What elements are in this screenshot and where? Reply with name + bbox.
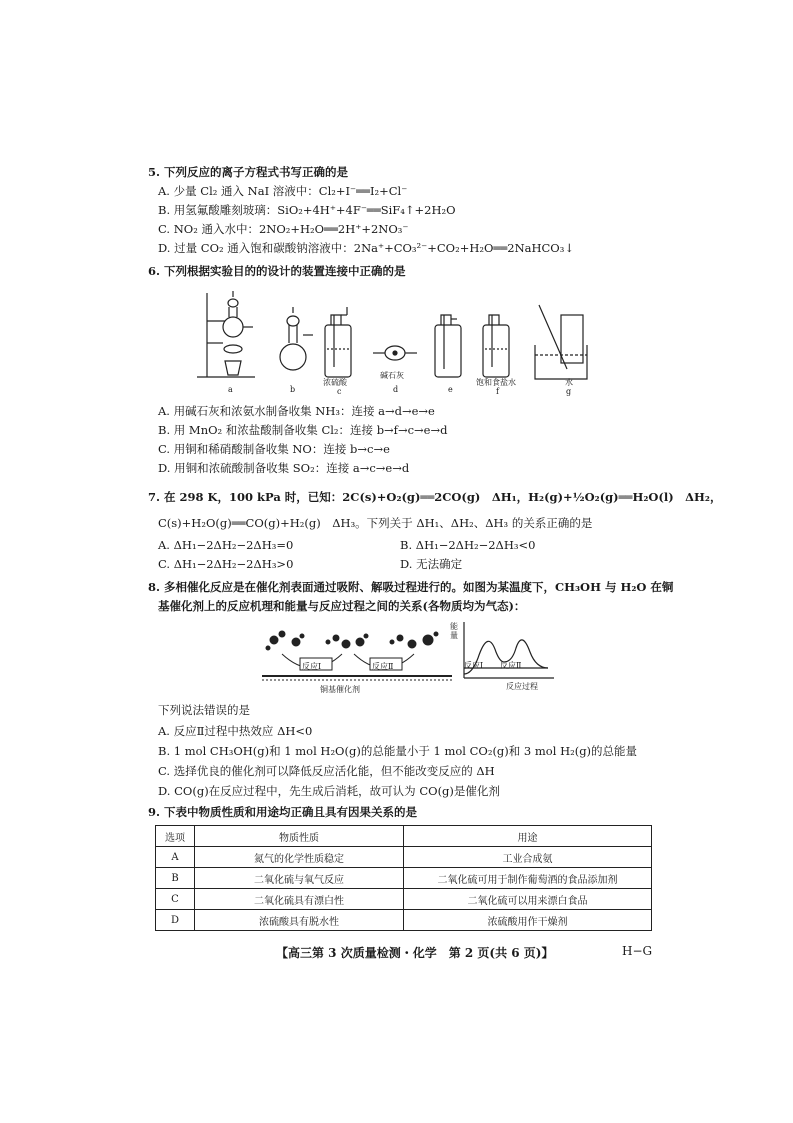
q6-option-c: C. 用铜和稀硝酸制备收集 NO：连接 b→c→e	[158, 442, 390, 456]
q8-line1: 8. 多相催化反应是在催化剂表面通过吸附、解吸过程进行的。如图为某温度下，CH₃OH 与 H₂O 在铜	[148, 580, 674, 594]
q5-option-b: B. 用氢氟酸雕刻玻璃：SiO₂+4H⁺+4F⁻══SiF₄↑+2H₂O	[158, 203, 456, 217]
apparatus-label-g: 水	[565, 378, 573, 387]
q7-option-d: D. 无法确定	[400, 557, 463, 571]
q8-reaction1-label: 反应Ⅰ	[302, 662, 322, 671]
row-usage: 二氧化硫可用于制作葡萄酒的食品添加剂	[404, 868, 652, 889]
q7-option-b: B. ΔH₁−2ΔH₂−2ΔH₃<0	[400, 538, 536, 552]
paper-code: H−G	[622, 944, 653, 958]
q8-line2: 基催化剂上的反应机理和能量与反应过程之间的关系(各物质均为气态)：	[158, 599, 526, 613]
q8-option-d: D. CO(g)在反应过程中，先生成后消耗，故可认为 CO(g)是催化剂	[158, 784, 500, 798]
apparatus-letter-b: b	[290, 385, 296, 394]
q8-option-b: B. 1 mol CH₃OH(g)和 1 mol H₂O(g)的总能量小于 1 mol CO₂(g)和 3 mol H₂(g)的总能量	[158, 744, 638, 758]
q8-prompt: 下列说法错误的是	[158, 703, 250, 717]
q7-line1: 7. 在 298 K，100 kPa 时，已知：2C(s)+O₂(g)══2CO(g) ΔH₁，H₂(g)+½O₂(g)══H₂O(l) ΔH₂，	[148, 490, 722, 504]
q9-table	[155, 825, 652, 931]
q8-energy-r1-label: 反应Ⅰ	[464, 661, 484, 670]
row-property: 二氧化硫具有漂白性	[195, 889, 404, 910]
apparatus-label-c: 浓硫酸	[323, 378, 347, 387]
table-row	[156, 868, 652, 889]
table-row	[156, 847, 652, 868]
q8-mechanism-diagram	[262, 622, 452, 692]
apparatus-letter-a: a	[228, 385, 233, 394]
q8-energy-profile	[458, 618, 558, 688]
q6-option-a: A. 用碱石灰和浓氨水制备收集 NH₃：连接 a→d→e→e	[158, 404, 435, 418]
q5-option-c: C. NO₂ 通入水中：2NO₂+H₂O══2H⁺+2NO₃⁻	[158, 222, 409, 236]
q9-stem: 9. 下表中物质性质和用途均正确且具有因果关系的是	[148, 805, 418, 819]
row-option: B	[156, 868, 195, 889]
q8-catalyst-label: 铜基催化剂	[320, 685, 360, 694]
q8-reaction2-label: 反应Ⅱ	[372, 662, 394, 671]
q7-line2: C(s)+H₂O(g)══CO(g)+H₂(g) ΔH₃。下列关于 ΔH₁、ΔH₂、ΔH₃ 的关系正确的是	[158, 516, 593, 530]
q8-xaxis-label: 反应过程	[506, 682, 538, 691]
row-option: D	[156, 910, 195, 931]
row-usage: 浓硫酸用作干燥剂	[404, 910, 652, 931]
header-property: 物质性质	[195, 826, 404, 847]
q5-option-a: A. 少量 Cl₂ 通入 NaI 溶液中：Cl₂+I⁻══I₂+Cl⁻	[158, 184, 408, 198]
q8-energy-axis-label: 能量	[450, 622, 458, 640]
header-option: 选项	[156, 826, 195, 847]
row-property: 浓硫酸具有脱水性	[195, 910, 404, 931]
table-row	[156, 910, 652, 931]
row-property: 二氧化硫与氧气反应	[195, 868, 404, 889]
table-row	[156, 889, 652, 910]
q8-energy-r2-label: 反应Ⅱ	[500, 661, 522, 670]
apparatus-label-d: 碱石灰	[380, 371, 404, 380]
page-footer: 【高三第 3 次质量检测・化学 第 2 页(共 6 页)】	[276, 946, 554, 960]
row-option: C	[156, 889, 195, 910]
apparatus-label-f: 饱和食盐水	[476, 378, 516, 387]
header-usage: 用途	[404, 826, 652, 847]
apparatus-letter-g: g	[566, 387, 572, 396]
apparatus-letter-d: d	[393, 385, 399, 394]
table-header-row	[156, 826, 652, 847]
row-option: A	[156, 847, 195, 868]
q7-option-a: A. ΔH₁−2ΔH₂−2ΔH₃=0	[158, 538, 294, 552]
q7-option-c: C. ΔH₁−2ΔH₂−2ΔH₃>0	[158, 557, 294, 571]
apparatus-letter-c: c	[337, 387, 342, 396]
row-usage: 二氧化硫可以用来漂白食品	[404, 889, 652, 910]
q8-option-c: C. 选择优良的催化剂可以降低反应活化能，但不能改变反应的 ΔH	[158, 764, 495, 778]
q6-option-d: D. 用铜和浓硫酸制备收集 SO₂：连接 a→c→e→d	[158, 461, 410, 475]
apparatus-letter-f: f	[496, 387, 499, 396]
q5-stem: 5. 下列反应的离子方程式书写正确的是	[148, 165, 349, 179]
apparatus-letter-e: e	[448, 385, 453, 394]
q5-option-d: D. 过量 CO₂ 通入饱和碳酸钠溶液中：2Na⁺+CO₃²⁻+CO₂+H₂O══2NaHCO₃↓	[158, 241, 574, 255]
row-property: 氮气的化学性质稳定	[195, 847, 404, 868]
q8-option-a: A. 反应Ⅱ过程中热效应 ΔH<0	[158, 724, 313, 738]
row-usage: 工业合成氨	[404, 847, 652, 868]
q6-stem: 6. 下列根据实验目的的设计的装置连接中正确的是	[148, 264, 406, 278]
q6-option-b: B. 用 MnO₂ 和浓盐酸制备收集 Cl₂：连接 b→f→c→e→d	[158, 423, 448, 437]
